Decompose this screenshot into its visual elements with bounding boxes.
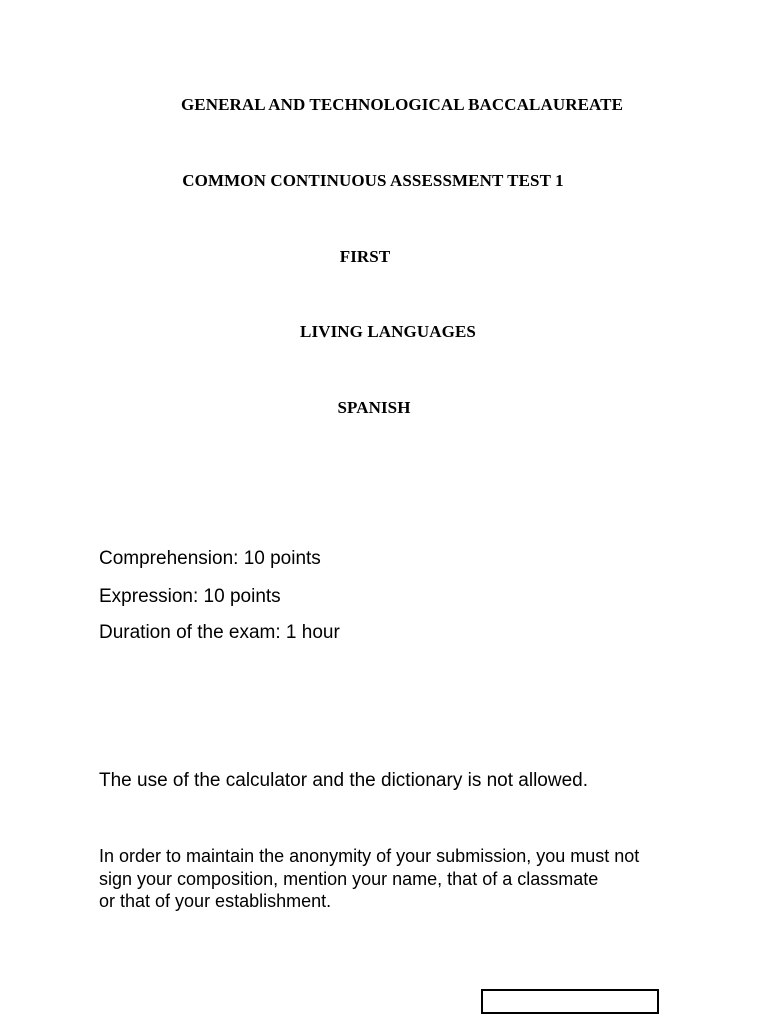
anonymity-line: or that of your establishment.: [99, 891, 332, 911]
comprehension-points: Comprehension: 10 points: [99, 548, 321, 569]
expression-points: Expression: 10 points: [99, 586, 281, 607]
candidate-code-box: [481, 989, 659, 1014]
exam-subtitle: COMMON CONTINUOUS ASSESSMENT TEST 1: [182, 171, 564, 190]
exam-title: GENERAL AND TECHNOLOGICAL BACCALAUREATE: [180, 95, 624, 114]
anonymity-notice: [99, 845, 699, 913]
exam-duration: Duration of the exam: 1 hour: [99, 622, 340, 643]
exam-subject: LIVING LANGUAGES: [300, 322, 476, 341]
calculator-notice: The use of the calculator and the dictionary is not allowed.: [99, 770, 589, 791]
exam-language: SPANISH: [337, 398, 411, 417]
exam-level: FIRST: [339, 247, 391, 266]
anonymity-line: sign your composition, mention your name, that of a classmate: [99, 868, 599, 889]
anonymity-line: In order to maintain the anonymity of your submission, you must not: [99, 846, 640, 866]
